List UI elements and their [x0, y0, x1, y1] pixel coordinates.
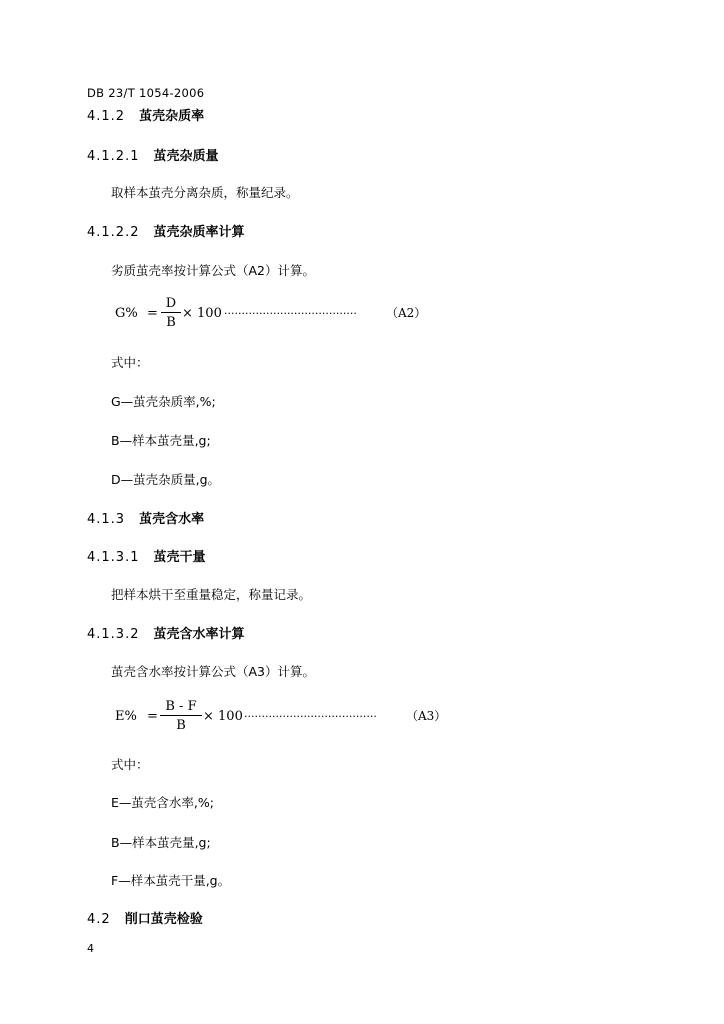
definition-e: E—茧壳含水率,%; [111, 795, 214, 810]
section-title: 茧壳杂质量 [153, 149, 219, 164]
heading-4-1-3 [87, 513, 204, 526]
formula-a2-denominator: B [166, 315, 176, 330]
paragraph-formula-a2-intro: 劣质茧壳率按计算公式（A2）计算。 [111, 263, 316, 278]
where-label-2: 式中： [111, 757, 149, 772]
heading-4-1-3-1 [87, 551, 206, 564]
heading-4-1-2-2 [87, 226, 245, 239]
definition-b-2: B—样本茧壳量,g; [111, 835, 211, 850]
formula-a2-leader-dots: ······································ [224, 307, 357, 320]
page-number: 4 [87, 942, 94, 955]
paragraph-formula-a3-intro: 茧壳含水率按计算公式（A3）计算。 [111, 664, 316, 679]
section-title: 茧壳杂质率计算 [153, 225, 245, 240]
definition-d: D—茧壳杂质量,g。 [111, 472, 221, 487]
fraction-bar [161, 312, 181, 313]
formula-a3-multiplier: × 100 [203, 709, 243, 724]
section-title: 茧壳含水率 [139, 512, 205, 527]
formula-a3-numerator: B - F [165, 699, 197, 714]
document-code-header: DB 23/T 1054-2006 [87, 86, 205, 100]
section-number: 4.1.3 [87, 512, 126, 527]
formula-a2-fraction [161, 297, 181, 329]
formula-a2-multiplier: × 100 [182, 306, 222, 321]
paragraph-drying: 把样本烘干至重量稳定，称量记录。 [111, 587, 312, 602]
formula-a3-lhs: E% [115, 709, 137, 724]
formula-a3-denominator: B [176, 718, 186, 733]
section-number: 4.1.2 [87, 109, 126, 124]
formula-a3-fraction [160, 700, 202, 732]
section-title: 茧壳含水率计算 [153, 627, 245, 642]
section-number: 4.1.3.1 [87, 550, 140, 565]
formula-a3-label: （A3） [406, 709, 447, 723]
formula-a2-equals: = [147, 306, 158, 321]
where-label-1: 式中： [111, 355, 149, 370]
formula-a3-leader-dots: ······································ [244, 710, 377, 723]
section-number: 4.1.3.2 [87, 627, 140, 642]
definition-b-1: B—样本茧壳量,g; [111, 433, 211, 448]
section-number: 4.1.2.1 [87, 149, 140, 164]
section-number: 4.1.2.2 [87, 225, 140, 240]
definition-g: G—茧壳杂质率,%; [111, 394, 216, 409]
section-title: 削口茧壳检验 [124, 912, 203, 927]
section-title: 茧壳干量 [153, 550, 206, 565]
formula-a2-lhs: G% [115, 306, 138, 321]
formula-a2-label: （A2） [386, 306, 427, 320]
section-title: 茧壳杂质率 [139, 109, 205, 124]
heading-4-2 [87, 913, 203, 926]
section-number: 4.2 [87, 912, 111, 927]
definition-f: F—样本茧壳干量,g。 [111, 873, 231, 888]
heading-4-1-2 [87, 110, 204, 123]
heading-4-1-3-2 [87, 628, 245, 641]
paragraph-sampling-impurity: 取样本茧壳分离杂质，称量纪录。 [111, 185, 299, 200]
fraction-bar [160, 715, 202, 716]
formula-a3-equals: = [147, 709, 158, 724]
formula-a2-numerator: D [165, 296, 177, 311]
heading-4-1-2-1 [87, 150, 219, 163]
